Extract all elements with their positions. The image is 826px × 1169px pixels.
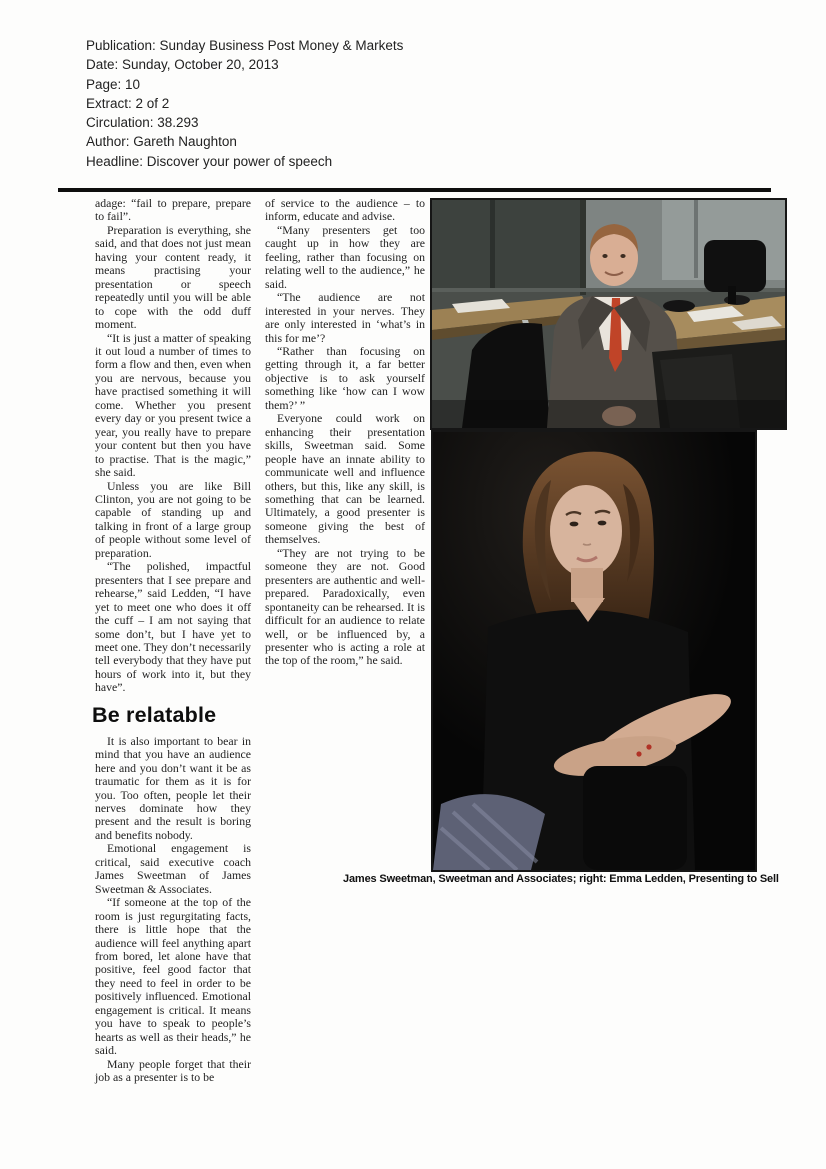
photo-caption: James Sweetman, Sweetman and Associates; right: Emma Ledden, Presenting to Sell: [343, 873, 779, 885]
column1-paragraphs-after: [95, 735, 251, 1085]
article-paragraph: “Rather than focusing on getting through it, a far better objective is to ask yourself something like ‘how can I wow them?’ ”: [265, 343, 425, 412]
metadata-line: Page: 10: [86, 76, 141, 92]
photo-james-sweetman: [430, 198, 787, 430]
article-paragraph: Everyone could work on enhancing their presentation skills, Sweetman said. Some people have an innate ability to communicate well and influence others, but this, like any skill, is something that can be learned. Ultimately, a good presenter is someone giving the best of themselves.: [265, 411, 425, 547]
metadata-line: Circulation: 38.293: [86, 115, 199, 131]
article-paragraph: Preparation is everything, she said, and that does not just mean having your content ready, it means practising your presentation or speech repeatedly until you will be able to cope with the odd duff moment.: [95, 222, 251, 332]
article-column-2: [265, 197, 425, 668]
article-paragraph: “It is just a matter of speaking it out loud a number of times to form a flow and then, even when you are nervous, because you have practised something it will come. Whether you present every day or you present twice a year, you really have to prepare your content but then you have to practise. That is the magic,” she said.: [95, 330, 251, 480]
article-paragraph: Unless you are like Bill Clinton, you are not going to be capable of standing up and talking in front of a large group of people without some level of preparation.: [95, 478, 251, 560]
clipping-metadata: [86, 36, 403, 171]
article-paragraph: It is also important to bear in mind that you have an audience here and you don’t want it be as traumatic for them as it is for you. Too often, people let their nerves dominate how they present and the result is boring and benefits nobody.: [95, 733, 251, 842]
column2-paragraphs: [265, 197, 425, 668]
article-paragraph: “If someone at the top of the room is just regurgitating facts, there is little hope that the audience will feel anything apart from bored, let alone have that positive, feel good factor that they need to feel in order to be positively influenced. Emotional engagement is critical. It means you have to speak to people’s hearts as well as their heads,” he said.: [95, 895, 251, 1058]
metadata-line: Date: Sunday, October 20, 2013: [86, 57, 279, 73]
portrait-illustration: [433, 432, 755, 870]
article-paragraph: Many people forget that their job as a presenter is to be: [95, 1056, 251, 1085]
article-paragraph: “Many presenters get too caught up in how they are feeling, rather than focusing on relating well to the audience,” he said.: [265, 222, 425, 291]
metadata-line: Author: Gareth Naughton: [86, 134, 237, 150]
article-paragraph: “The polished, impactful presenters that I see prepare and rehearse,” said Ledden, “I have yet to meet one who does it off the cuff – I am not saying that some don’t, but I have yet to meet one. They don’t necessarily tell everybody that they have put hours of work into it, but they have”.: [95, 559, 251, 695]
article-paragraph: “They are not trying to be someone they are not. Good presenters are authentic and well-prepared. Paradoxically, even spontaneity can be rehearsed. It is difficult for an audience to relate well, or be influenced by, a presenter who is acting a role at the top of the room,” he said.: [265, 545, 425, 668]
article-paragraph: adage: “fail to prepare, prepare to fail”.: [95, 196, 251, 224]
photo-emma-ledden: [431, 430, 757, 872]
article-paragraph: “The audience are not interested in your nerves. They are only interested in ‘what’s in this for me’?: [265, 290, 425, 345]
office-scene-illustration: [432, 200, 785, 428]
metadata-line: Publication: Sunday Business Post Money & Markets: [86, 38, 404, 53]
divider-rule: [58, 188, 771, 192]
subheading-be-relatable: Be relatable: [92, 702, 217, 727]
metadata-line: Extract: 2 of 2: [86, 95, 170, 111]
metadata-line: Headline: Discover your power of speech: [86, 153, 333, 169]
article-column-1: [92, 196, 251, 1085]
article-paragraph: Emotional engagement is critical, said executive coach James Sweetman of James Sweetman & Associates.: [95, 841, 251, 896]
article-paragraph: of service to the audience – to inform, educate and advise.: [265, 196, 425, 224]
column1-paragraphs-before: [95, 197, 251, 695]
